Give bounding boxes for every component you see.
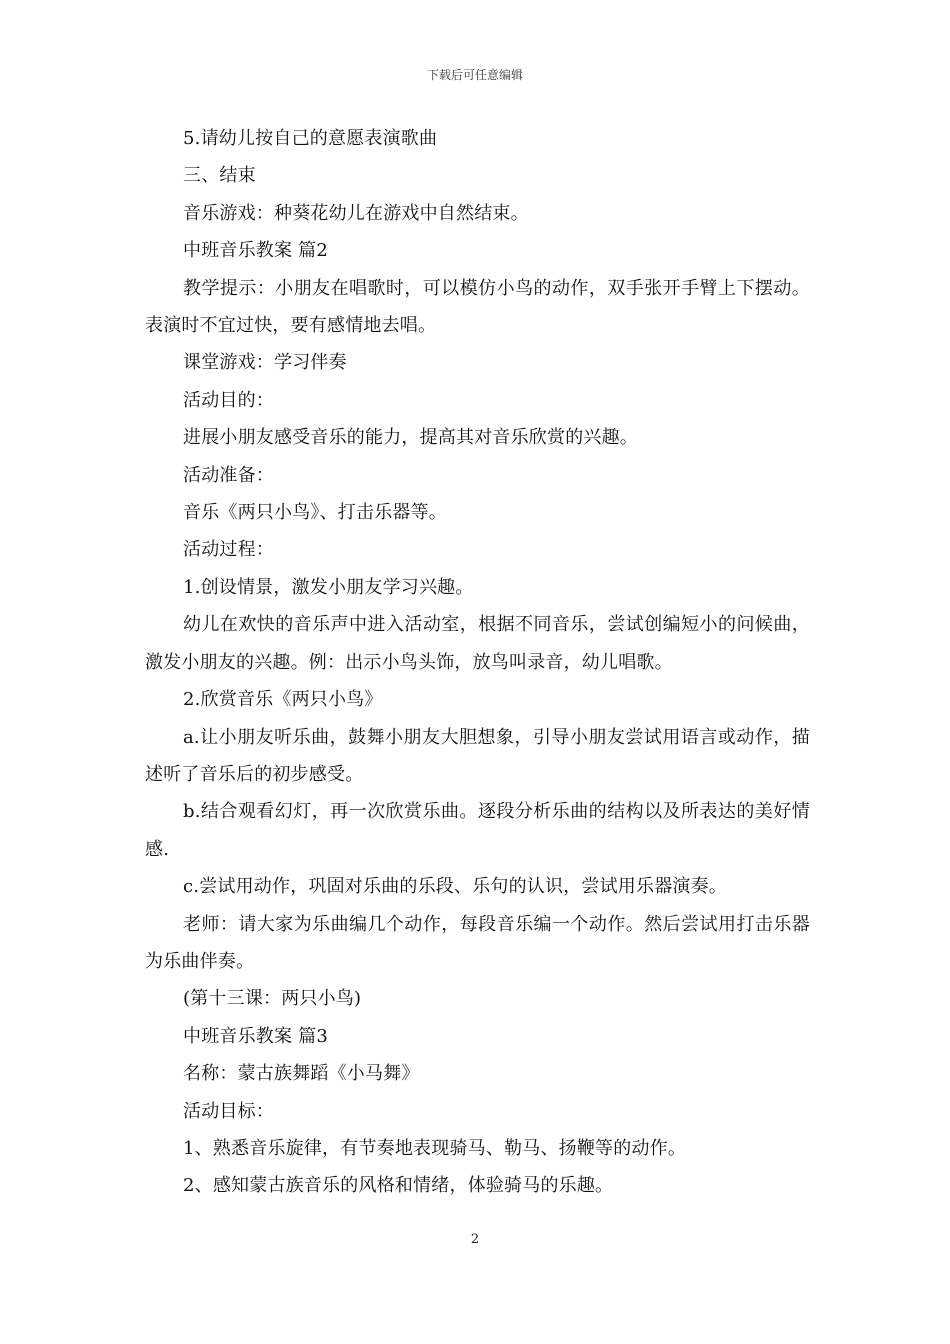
lesson-title: 中班音乐教案 篇3 [183,1025,328,1047]
paragraph: 课堂游戏：学习伴奏 [183,352,347,374]
paragraph: a.让小朋友听乐曲，鼓舞小朋友大胆想象，引导小朋友尝试用语言或动作，描述听了音乐后的初步感受。 [145,726,810,785]
paragraph: c.尝试用动作，巩固对乐曲的乐段、乐句的认识，尝试用乐器演奏。 [183,876,727,898]
section-heading: 三、结束 [183,165,256,187]
section-heading: 活动目标： [183,1100,274,1122]
section-heading: 活动过程： [183,539,274,561]
paragraph: 5.请幼儿按自己的意愿表演歌曲 [183,128,438,149]
page-number: 2 [470,1232,480,1247]
paragraph: 教学提示：小朋友在唱歌时，可以模仿小鸟的动作，双手张开手臂上下摆动。表演时不宜过快，要有感情地去唱。 [145,277,810,337]
paragraph: (第十三课：两只小鸟) [183,988,362,1010]
document-body [145,120,810,1205]
paragraph: b.结合观看幻灯，再一次欣赏乐曲。逐段分析乐曲的结构以及所表达的美好情感. [145,801,810,860]
paragraph: 音乐游戏：种葵花幼儿在游戏中自然结束。 [183,202,529,224]
lesson-title: 中班音乐教案 篇2 [183,240,328,262]
paragraph: 进展小朋友感受音乐的能力，提高其对音乐欣赏的兴趣。 [183,427,638,449]
paragraph: 幼儿在欢快的音乐声中进入活动室，根据不同音乐，尝试创编短小的问候曲，激发小朋友的兴趣。例：出示小鸟头饰，放鸟叫录音，幼儿唱歌。 [145,614,810,673]
section-heading: 活动目的： [183,389,274,411]
paragraph: 1.创设情景，激发小朋友学习兴趣。 [183,576,474,598]
paragraph: 老师：请大家为乐曲编几个动作，每段音乐编一个动作。然后尝试用打击乐器为乐曲伴奏。 [145,913,810,972]
paragraph: 2、感知蒙古族音乐的风格和情绪，体验骑马的乐趣。 [183,1175,614,1197]
paragraph: 1、熟悉音乐旋律，有节奏地表现骑马、勒马、扬鞭等的动作。 [183,1137,687,1159]
paragraph: 2.欣赏音乐《两只小鸟》 [183,689,383,711]
paragraph: 音乐《两只小鸟》、打击乐器等。 [183,502,447,524]
page-header: 下载后可任意编辑 [426,68,523,82]
paragraph: 名称：蒙古族舞蹈《小马舞》 [183,1063,420,1085]
section-heading: 活动准备： [183,464,274,486]
